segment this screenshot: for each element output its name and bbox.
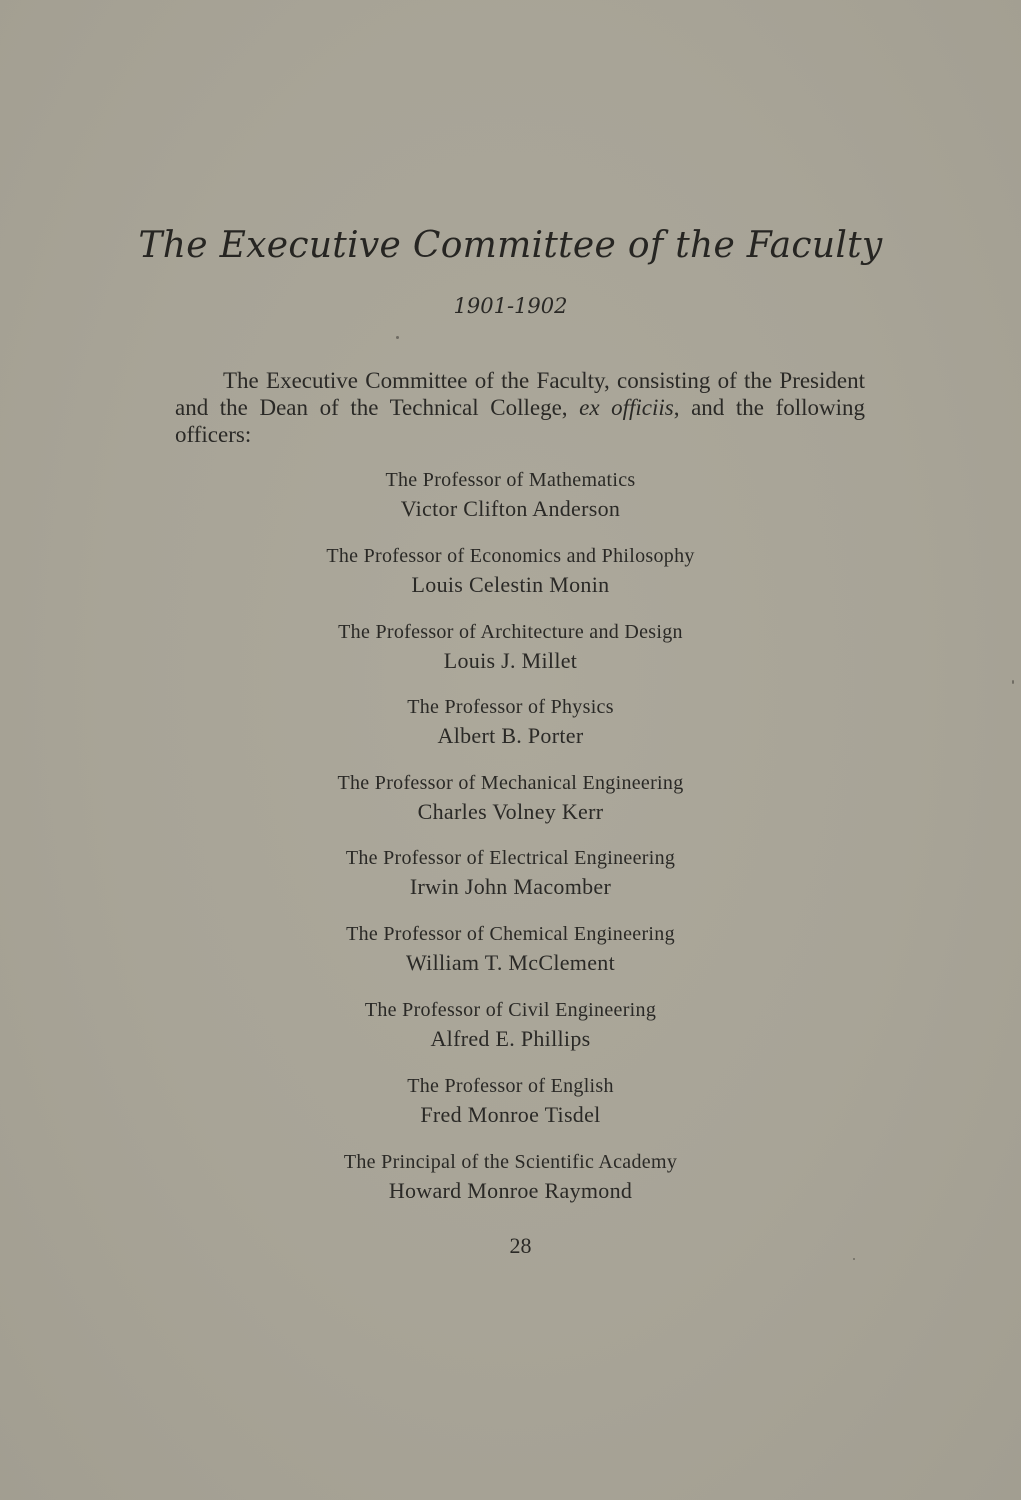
intro-paragraph — [175, 367, 865, 448]
officer-name: Louis Celestin Monin — [411, 572, 610, 597]
paper-speck — [396, 336, 399, 339]
officer-role: The Professor of Electrical Engineering — [345, 847, 676, 869]
page-title: The Executive Committee of the Faculty — [138, 225, 883, 266]
page-number: 28 — [509, 1233, 532, 1258]
officer-entry — [0, 1072, 1021, 1130]
officer-name: Irwin John Macomber — [409, 874, 612, 899]
officer-name: Alfred E. Phillips — [430, 1026, 591, 1051]
intro-text-italic: ex officiis — [579, 395, 674, 420]
academic-years: 1901-1902 — [453, 294, 568, 318]
officer-role: The Principal of the Scientific Academy — [343, 1151, 678, 1173]
officer-role: The Professor of Civil Engineering — [364, 999, 657, 1021]
officer-name: Howard Monroe Raymond — [388, 1178, 633, 1203]
officer-name: Albert B. Porter — [437, 723, 584, 748]
paper-speck — [853, 1258, 855, 1260]
officer-role: The Professor of Economics and Philosophy — [326, 545, 695, 567]
intro-text-start: The Executive Committee of the Faculty, consisting of the President and the Dean of the Technical College, — [175, 368, 865, 420]
officer-entry — [0, 466, 1021, 524]
officer-entry — [0, 1148, 1021, 1206]
officer-name: Victor Clifton Anderson — [400, 496, 621, 521]
officer-entry — [0, 618, 1021, 676]
intro-text-end: , and the following officers: — [175, 395, 866, 447]
officer-entry — [0, 844, 1021, 902]
officer-role: The Professor of Physics — [407, 696, 614, 718]
officer-entry — [0, 996, 1021, 1054]
officer-name: Charles Volney Kerr — [417, 799, 604, 824]
officer-name: Louis J. Millet — [443, 648, 578, 673]
officer-role: The Professor of English — [407, 1075, 614, 1097]
officer-entry — [0, 542, 1021, 600]
officer-entry — [0, 920, 1021, 978]
officer-role: The Professor of Mathematics — [385, 469, 636, 491]
officer-name: Fred Monroe Tisdel — [420, 1102, 601, 1127]
officer-entry — [0, 769, 1021, 827]
officer-role: The Professor of Architecture and Design — [338, 621, 683, 643]
paper-speck — [1012, 680, 1014, 684]
officer-entry — [0, 693, 1021, 751]
officer-role: The Professor of Chemical Engineering — [346, 923, 675, 945]
officer-name: William T. McClement — [406, 950, 615, 975]
officer-role: The Professor of Mechanical Engineering — [337, 772, 684, 794]
